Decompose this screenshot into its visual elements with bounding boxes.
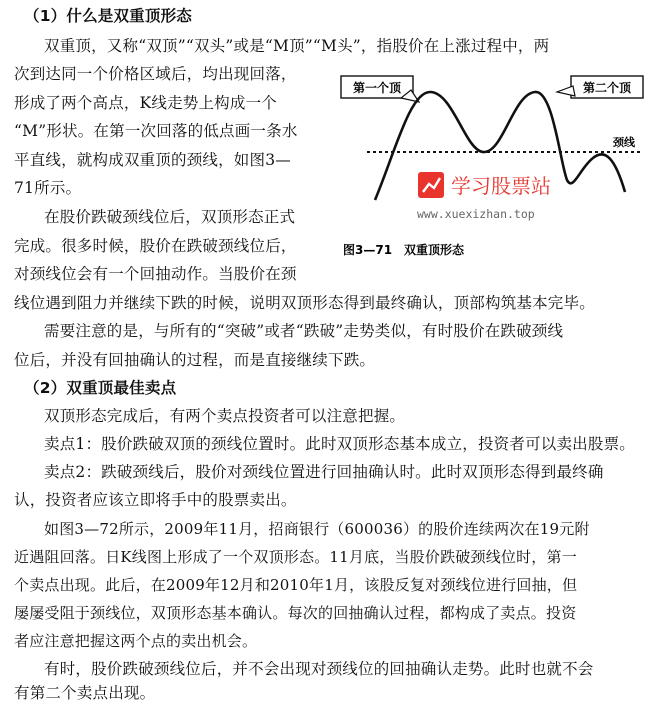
text-line: 次到达同一个价格区域后，均出现回落，: [14, 65, 297, 83]
text-line: 近遇阻回落。日K线图上形成了一个双顶形态。11月底，当股价跌破颈线位时，第一: [14, 548, 577, 566]
text-line: 卖点2：跌破颈线后，股价对颈线位置进行回抽确认时。此时双顶形态得到最终确: [44, 463, 604, 481]
text-line: 个卖点出现。此后，在2009年12月和2010年1月，该股反复对颈线位进行回抽，但: [14, 576, 578, 594]
double-top-figure: [335, 62, 650, 270]
second-top-label: 第二个顶: [582, 81, 632, 95]
text-line: 卖点1：股价跌破双顶的颈线位置时。此时双顶形态基本成立，投资者可以卖出股票。: [44, 435, 635, 453]
text-line: 如图3—72所示，2009年11月，招商银行（600036）的股价连续两次在19元附: [44, 520, 590, 538]
text-line: 有时，股价跌破颈线位后，并不会出现对颈线位的回抽确认走势。此时也就不会: [44, 660, 594, 678]
first-top-label: 第一个顶: [352, 81, 402, 95]
neckline-label: 颈线: [613, 136, 635, 149]
text-line: 双重顶，又称“双顶”“双头”或是“M顶”“M头”，指股价在上涨过程中，两: [44, 37, 550, 55]
text-line: 对颈线位会有一个回抽动作。当股价在颈: [14, 265, 297, 283]
text-line: 认，投资者应该立即将手中的股票卖出。: [14, 491, 297, 509]
text-line: “M”形状。在第一次回落的低点画一条水: [14, 122, 298, 140]
text-line: 者应注意把握这两个点的卖出机会。: [14, 632, 258, 650]
watermark-url: www.xuexizhan.top: [417, 207, 535, 221]
second-top-pointer: [557, 86, 575, 96]
section-heading: （2）双重顶最佳卖点: [24, 379, 177, 397]
text-line: 71所示。: [14, 179, 82, 197]
text-line: 有第二个卖点出现。: [14, 684, 156, 702]
text-line: 平直线，就构成双重顶的颈线，如图3—: [14, 151, 291, 169]
text-line: 线位遇到阻力并继续下跌的时候，说明双顶形态得到最终确认，顶部构筑基本完毕。: [14, 294, 595, 312]
figure-caption: 图3—71 双重顶形态: [343, 243, 465, 257]
watermark: [417, 172, 551, 221]
text-line: 双顶形态完成后，有两个卖点投资者可以注意把握。: [44, 407, 406, 425]
text-line: 需要注意的是，与所有的“突破”或者“跌破”走势类似，有时股价在跌破颈线: [44, 322, 564, 340]
text-line: 形成了两个高点，K线走势上构成一个: [14, 94, 277, 112]
text-line: 在股价跌破颈线位后，双顶形态正式: [44, 208, 296, 226]
section-heading: （1）什么是双重顶形态: [24, 7, 192, 25]
watermark-name: 学习股票站: [451, 174, 551, 198]
text-line: 位后，并没有回抽确认的过程，而是直接继续下跌。: [14, 351, 376, 369]
text-line: 屡屡受阻于颈线位，双顶形态基本确认。每次的回抽确认过程，都构成了卖点。投资: [14, 604, 577, 622]
text-line: 完成。很多时候，股价在跌破颈线位后，: [14, 237, 297, 255]
